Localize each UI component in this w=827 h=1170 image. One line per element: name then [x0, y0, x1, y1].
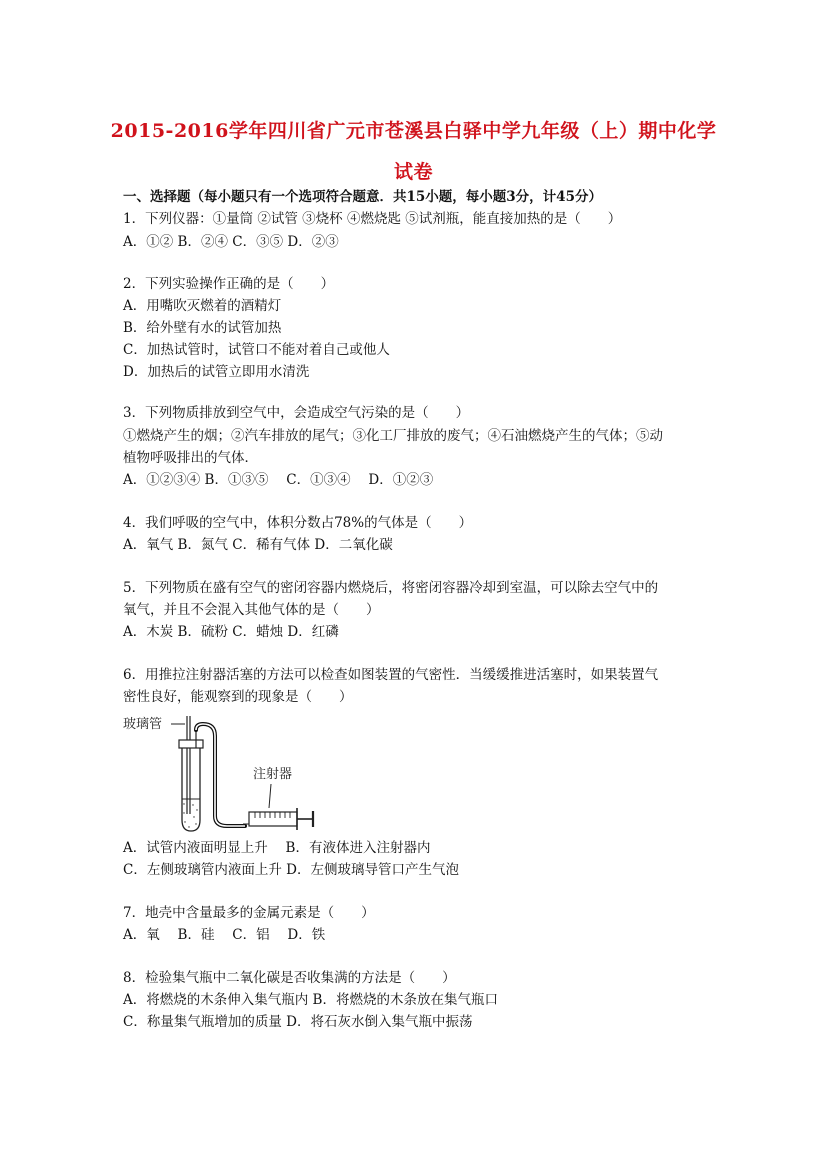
- question-3-options: A．①②③④ B．①③⑤ C．①③④ D．①②③: [123, 472, 434, 488]
- question-5-stem-line-2: 氧气，并且不会混入其他气体的是（ ）: [123, 602, 380, 618]
- question-2-stem: 2．下列实验操作正确的是（ ）: [123, 276, 335, 292]
- question-5-stem: 5．下列物质在盛有空气的密闭容器内燃烧后，将密闭容器冷却到室温，可以除去空气中的: [123, 580, 659, 596]
- question-3-stem-line-2: ①燃烧产生的烟；②汽车排放的尾气；③化工厂排放的废气；④石油燃烧产生的气体；⑤动: [123, 428, 663, 444]
- question-4-options: A．氧气 B．氮气 C．稀有气体 D．二氧化碳: [123, 537, 393, 553]
- exam-title-line-1: 2015-2016学年四川省广元市苍溪县白驿中学九年级（上）期中化学: [110, 120, 717, 142]
- test-tube: [182, 748, 200, 831]
- glass-tube-label: 玻璃管: [123, 717, 163, 732]
- question-8-options-line-1: A．将燃烧的木条伸入集气瓶内 B．将燃烧的木条放在集气瓶口: [123, 992, 498, 1008]
- question-6-stem-line-2: 密性良好，能观察到的现象是（ ）: [123, 689, 353, 705]
- rubber-stopper: [179, 740, 203, 748]
- question-7-stem: 7．地壳中含量最多的金属元素是（ ）: [123, 905, 375, 921]
- question-3-stem: 3．下列物质排放到空气中，会造成空气污染的是（ ）: [123, 405, 470, 421]
- question-6-options-line-1: A．试管内液面明显上升 B．有液体进入注射器内: [123, 840, 431, 856]
- question-5-options: A．木炭 B．硫粉 C．蜡烛 D．红磷: [123, 624, 339, 640]
- question-7-options: A．氧 B．硅 C．铝 D．铁: [123, 927, 326, 943]
- question-2-option-d: D．加热后的试管立即用水清洗: [123, 364, 310, 380]
- question-6-options-line-2: C．左侧玻璃管内液面上升 D．左侧玻璃导管口产生气泡: [123, 862, 459, 878]
- question-8-options-line-2: C．称量集气瓶增加的质量 D．将石灰水倒入集气瓶中振荡: [123, 1014, 473, 1030]
- airtightness-apparatus-diagram: [123, 712, 333, 834]
- question-2-option-a: A．用嘴吹灭燃着的酒精灯: [123, 298, 282, 314]
- syringe-label: 注射器: [253, 767, 293, 782]
- question-8-stem: 8．检验集气瓶中二氧化碳是否收集满的方法是（ ）: [123, 970, 456, 986]
- apparatus-figure: [123, 712, 333, 834]
- rubber-hose: [196, 724, 245, 826]
- question-4-stem: 4．我们呼吸的空气中，体积分数占78%的气体是（ ）: [123, 515, 473, 531]
- question-1-stem: 1．下列仪器：①量筒 ②试管 ③烧杯 ④燃烧匙 ⑤试剂瓶，能直接加热的是（ ）: [123, 211, 622, 227]
- question-1-options: A．①② B．②④ C．③⑤ D．②③: [123, 234, 339, 250]
- question-2-option-c: C．加热试管时，试管口不能对着自己或他人: [123, 342, 390, 358]
- syringe-leader-line: [269, 784, 271, 808]
- question-6-stem: 6．用推拉注射器活塞的方法可以检查如图装置的气密性．当缓缓推进活塞时，如果装置气: [123, 667, 659, 683]
- question-3-stem-line-3: 植物呼吸排出的气体．: [123, 450, 258, 466]
- section-heading: 一、选择题（每小题只有一个选项符合题意．共15小题，每小题3分，计45分）: [123, 189, 602, 205]
- question-2-option-b: B．给外壁有水的试管加热: [123, 320, 282, 336]
- exam-title-line-2: 试卷: [393, 161, 433, 183]
